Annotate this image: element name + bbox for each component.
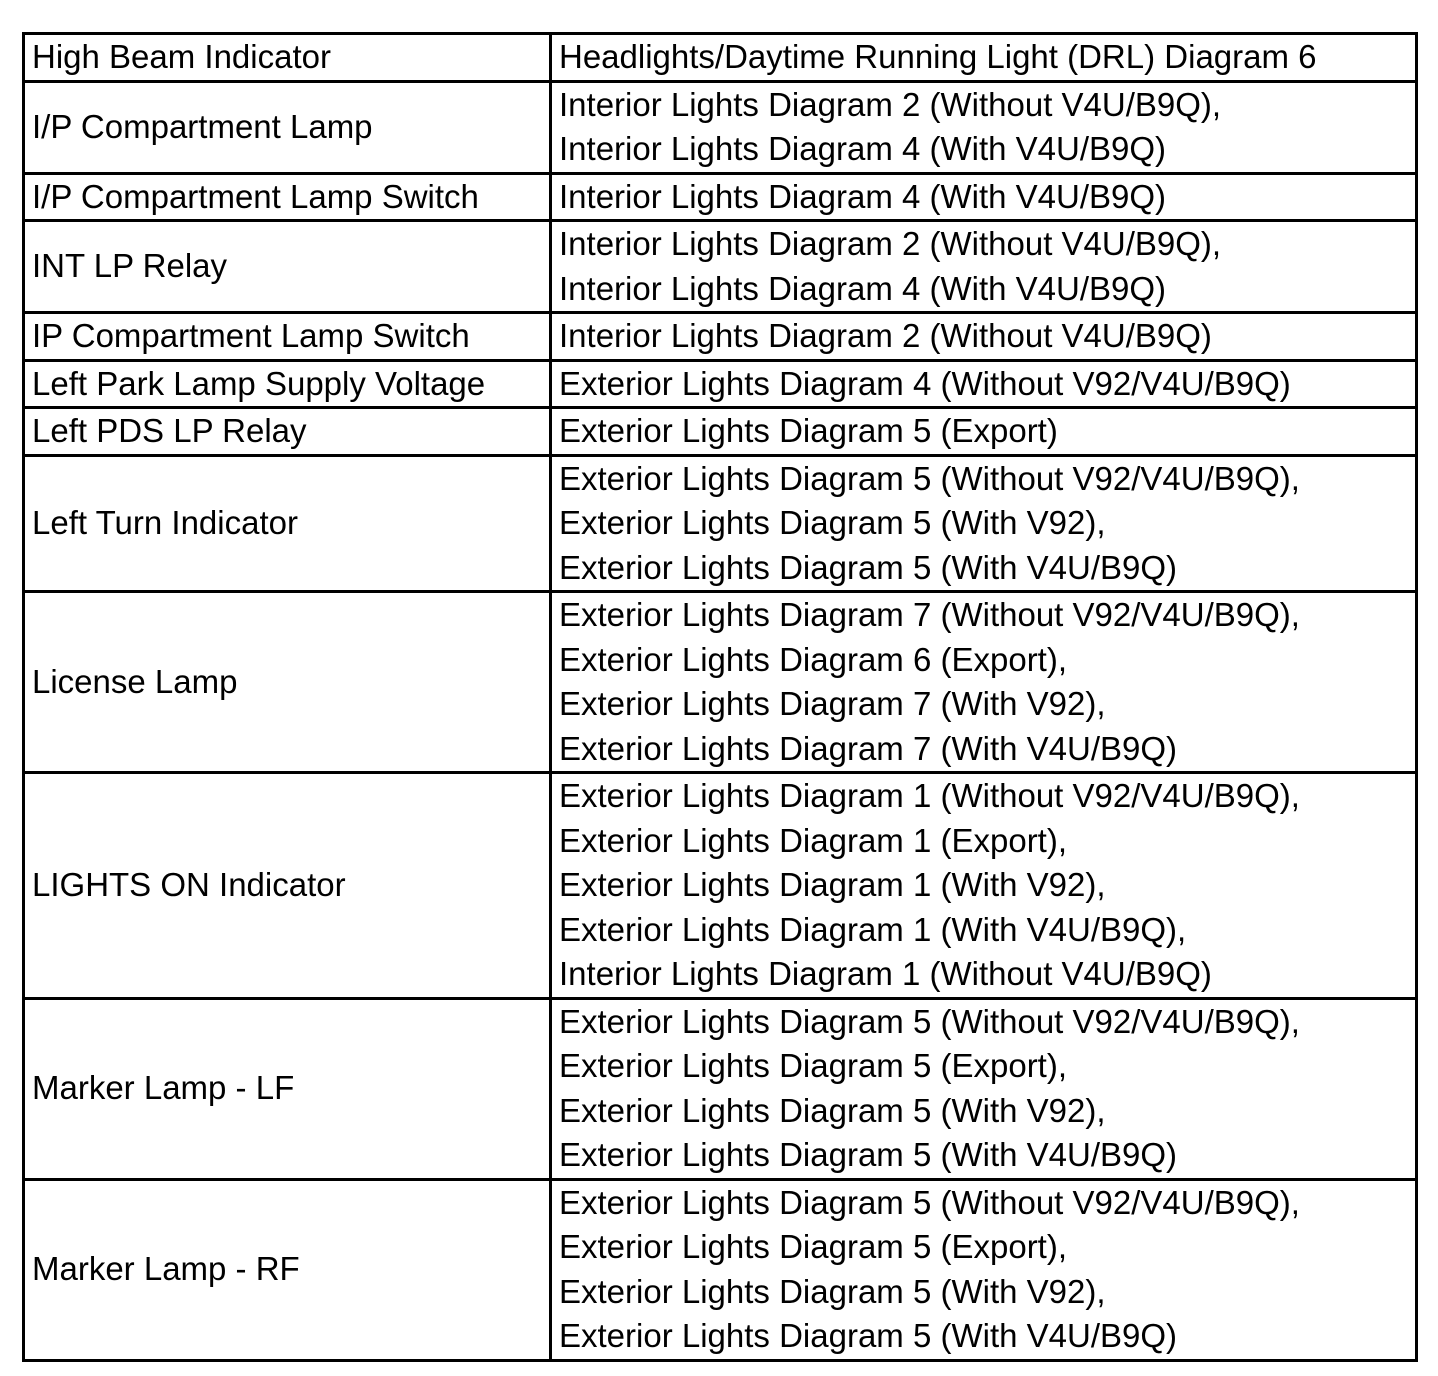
component-name-cell: High Beam Indicator <box>24 34 551 82</box>
diagram-reference-line: Exterior Lights Diagram 5 (With V92), <box>559 1272 1106 1310</box>
diagram-reference-cell <box>551 313 1417 361</box>
table-row <box>24 1179 1417 1360</box>
diagram-reference-line: Exterior Lights Diagram 5 (Export), <box>559 1047 1068 1084</box>
diagram-reference-line: Interior Lights Diagram 2 (Without V4U/B9Q), <box>559 225 1222 262</box>
diagram-reference-line: Exterior Lights Diagram 1 (Export), <box>559 821 1068 859</box>
diagram-reference-line: Exterior Lights Diagram 5 (Without V92/V4U/B9Q), <box>559 1183 1300 1221</box>
table-row <box>24 34 1417 82</box>
component-name-cell: I/P Compartment Lamp Switch <box>24 173 551 221</box>
component-name-cell: Marker Lamp - RF <box>24 1179 551 1360</box>
table-row <box>24 360 1417 408</box>
diagram-reference-line: Exterior Lights Diagram 1 (With V92), <box>559 866 1106 903</box>
table-row <box>24 173 1417 221</box>
diagram-reference-line: Exterior Lights Diagram 4 (Without V92/V4U/B9Q) <box>559 364 1291 402</box>
table-row <box>24 221 1417 313</box>
diagram-reference-cell <box>551 592 1417 773</box>
component-reference-table <box>22 32 1418 1362</box>
table-row <box>24 455 1417 592</box>
diagram-reference-line: Interior Lights Diagram 4 (With V4U/B9Q) <box>559 130 1167 167</box>
table-row <box>24 313 1417 361</box>
diagram-reference-cell <box>551 81 1417 173</box>
diagram-reference-cell <box>551 408 1417 456</box>
table-row <box>24 592 1417 773</box>
table-row <box>24 408 1417 456</box>
diagram-reference-line: Exterior Lights Diagram 5 (Without V92/V4U/B9Q), <box>559 1002 1300 1040</box>
diagram-reference-line: Exterior Lights Diagram 5 (With V92), <box>559 1091 1106 1129</box>
diagram-reference-cell <box>551 173 1417 221</box>
component-name-cell: LIGHTS ON Indicator <box>24 773 551 999</box>
diagram-reference-cell <box>551 773 1417 999</box>
diagram-reference-line: Exterior Lights Diagram 5 (Without V92/V4U/B9Q), <box>559 459 1300 497</box>
diagram-reference-line: Exterior Lights Diagram 7 (With V92), <box>559 685 1106 722</box>
diagram-reference-line: Exterior Lights Diagram 5 (With V4U/B9Q) <box>559 548 1178 586</box>
diagram-reference-cell <box>551 455 1417 592</box>
diagram-reference-line: Exterior Lights Diagram 5 (With V92), <box>559 504 1106 541</box>
diagram-reference-cell <box>551 360 1417 408</box>
diagram-reference-line: Headlights/Daytime Running Light (DRL) Diagram 6 <box>559 38 1317 75</box>
table-row <box>24 81 1417 173</box>
diagram-reference-line: Exterior Lights Diagram 7 (Without V92/V4U/B9Q), <box>559 596 1300 633</box>
table-body <box>24 34 1417 1361</box>
diagram-reference-line: Exterior Lights Diagram 1 (Without V92/V4U/B9Q), <box>559 777 1300 814</box>
diagram-reference-cell <box>551 34 1417 82</box>
diagram-reference-line: Exterior Lights Diagram 7 (With V4U/B9Q) <box>559 729 1178 767</box>
table-row <box>24 998 1417 1179</box>
component-name-cell: I/P Compartment Lamp <box>24 81 551 173</box>
diagram-reference-cell <box>551 1179 1417 1360</box>
diagram-reference-line: Exterior Lights Diagram 5 (Export), <box>559 1228 1068 1265</box>
diagram-reference-line: Interior Lights Diagram 2 (Without V4U/B9Q) <box>559 317 1212 354</box>
component-name-cell: IP Compartment Lamp Switch <box>24 313 551 361</box>
component-name-cell: License Lamp <box>24 592 551 773</box>
diagram-reference-line: Interior Lights Diagram 2 (Without V4U/B9Q), <box>559 85 1222 123</box>
diagram-reference-line: Interior Lights Diagram 1 (Without V4U/B9Q) <box>559 955 1212 992</box>
diagram-reference-line: Exterior Lights Diagram 6 (Export), <box>559 640 1068 678</box>
diagram-reference-line: Exterior Lights Diagram 5 (Export) <box>559 412 1058 449</box>
diagram-reference-line: Interior Lights Diagram 4 (With V4U/B9Q) <box>559 177 1167 215</box>
component-name-cell: INT LP Relay <box>24 221 551 313</box>
diagram-reference-cell <box>551 221 1417 313</box>
table-row <box>24 773 1417 999</box>
diagram-reference-line: Exterior Lights Diagram 1 (With V4U/B9Q), <box>559 910 1187 948</box>
component-name-cell: Marker Lamp - LF <box>24 998 551 1179</box>
component-name-cell: Left PDS LP Relay <box>24 408 551 456</box>
component-name-cell: Left Park Lamp Supply Voltage <box>24 360 551 408</box>
diagram-reference-line: Exterior Lights Diagram 5 (With V4U/B9Q) <box>559 1136 1178 1173</box>
diagram-reference-line: Exterior Lights Diagram 5 (With V4U/B9Q) <box>559 1317 1178 1354</box>
diagram-reference-line: Interior Lights Diagram 4 (With V4U/B9Q) <box>559 269 1167 307</box>
component-name-cell: Left Turn Indicator <box>24 455 551 592</box>
diagram-reference-cell <box>551 998 1417 1179</box>
